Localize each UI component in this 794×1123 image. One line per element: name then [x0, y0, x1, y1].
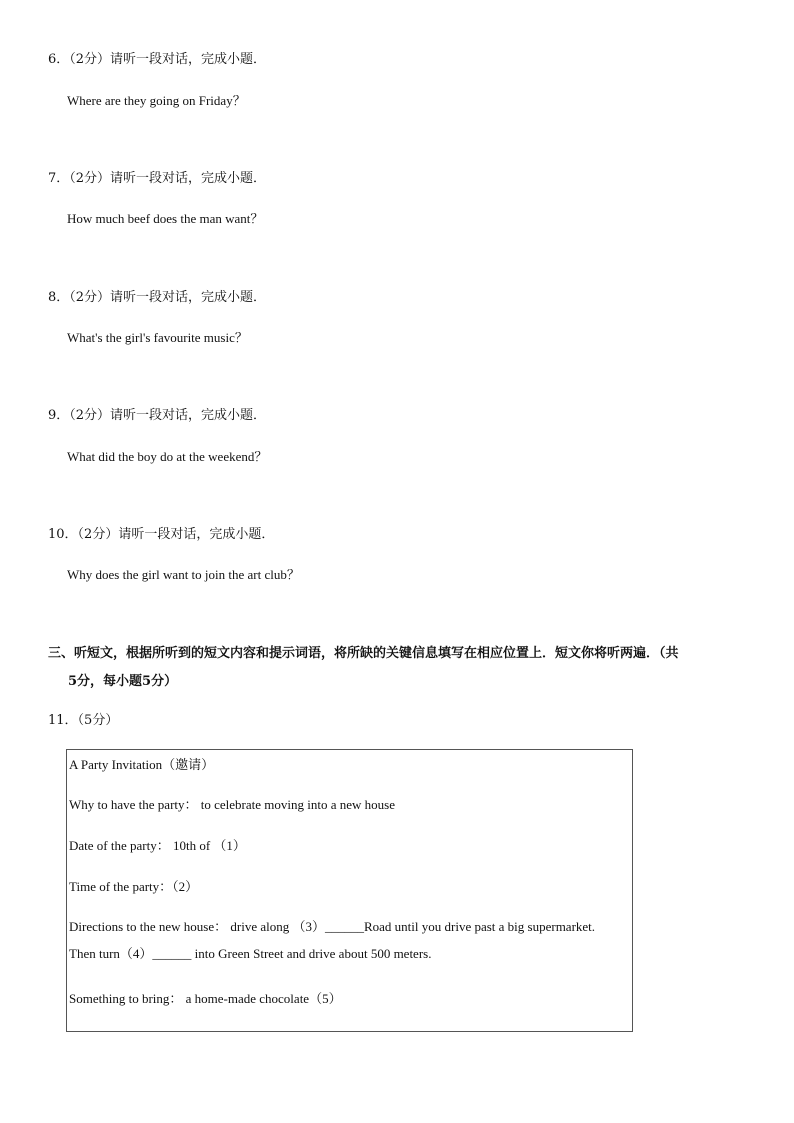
question-10-header: 10．（2分）请听一段对话，完成小题．: [48, 527, 275, 542]
invitation-date: Date of the party： 10th of （1）: [69, 838, 246, 853]
question-11-header: 11．（5分）: [48, 713, 119, 728]
question-9-text: What did the boy do at the weekend？: [67, 449, 268, 464]
invitation-box: [66, 749, 633, 1032]
question-7-text: How much beef does the man want？: [67, 211, 264, 226]
invitation-title: A Party Invitation（邀请）: [69, 757, 215, 772]
question-8-text: What's the girl's favourite music？: [67, 330, 248, 345]
question-9-header: 9．（2分）请听一段对话，完成小题．: [48, 408, 267, 423]
question-6-text: Where are they going on Friday？: [67, 93, 246, 108]
invitation-time: Time of the party：（2）: [69, 879, 199, 894]
section-3-title: [48, 640, 748, 696]
invitation-why: Why to have the party： to celebrate moving into a new house: [69, 797, 395, 812]
question-6-header: 6．（2分）请听一段对话，完成小题．: [48, 52, 267, 67]
question-8-header: 8．（2分）请听一段对话，完成小题．: [48, 290, 267, 305]
question-10-text: Why does the girl want to join the art club？: [67, 567, 300, 582]
question-7-header: 7．（2分）请听一段对话，完成小题．: [48, 171, 267, 186]
invitation-then-turn: Then turn（4）______ into Green Street and drive about 500 meters.: [69, 946, 432, 961]
section-3-title-line2: 5分，每小题5分）: [68, 674, 178, 689]
invitation-bring: Something to bring： a home-made chocolate（5）: [69, 991, 342, 1006]
invitation-directions: Directions to the new house： drive along （3）______Road until you drive past a big supermarket.: [69, 919, 596, 934]
section-3-title-line1: 三、听短文，根据所听到的短文内容和提示词语，将所缺的关键信息填写在相应位置上．短文你将听两遍．（共: [48, 646, 679, 661]
